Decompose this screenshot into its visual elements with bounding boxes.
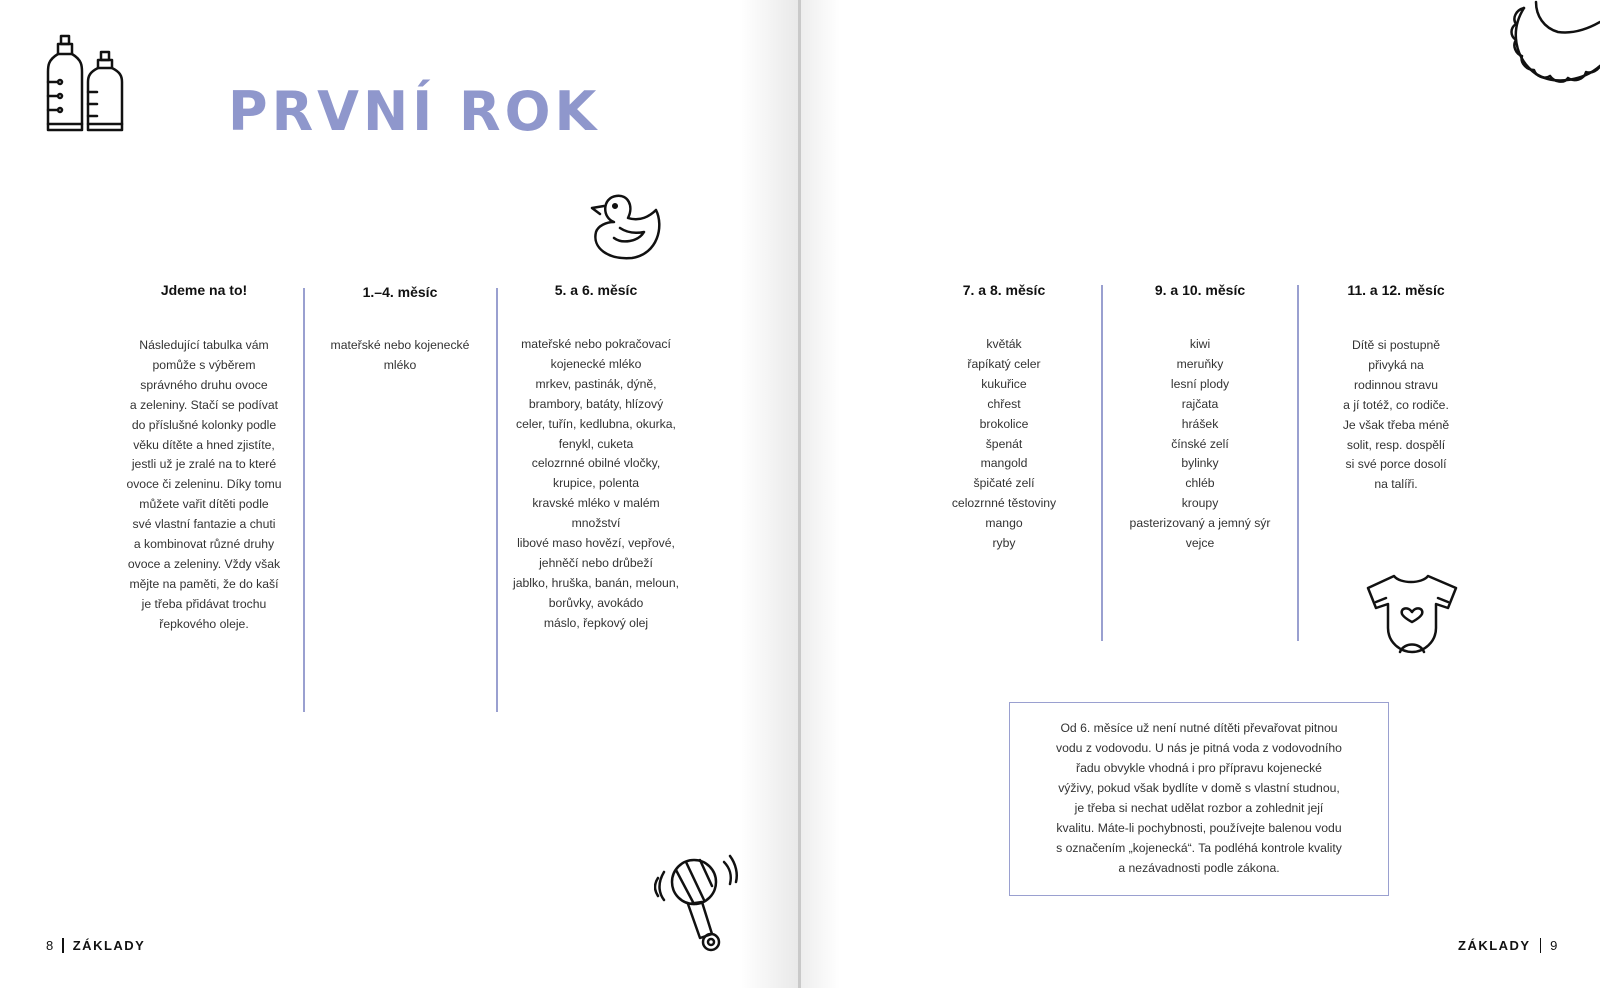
bib-icon <box>1506 0 1600 94</box>
page-number: 9 <box>1550 938 1558 953</box>
rattle-icon <box>654 852 740 952</box>
column-text: Dítě si postupně přivyká na rodinnou stravu a jí totéž, co rodiče. Je však třeba méně solit, resp. dospělí si své porce dosolí na talíři. <box>1342 338 1450 492</box>
page-title: PRVNÍ ROK <box>228 80 601 143</box>
footer-separator <box>62 938 64 953</box>
column-divider <box>303 288 305 712</box>
column-divider <box>496 288 498 712</box>
gutter-shadow-left <box>740 0 800 988</box>
water-info-text: Od 6. měsíce už není nutné dítěti převařovat pitnou vodu z vodovodu. U nás je pitná voda z vodovodního řadu obvykle vhodná i pro přípravu kojenecké výživy, pokud však bydlíte v domě s vlastní studnou, je třeba si nechat udělat rozbor a zohlednit její kvalitu. Máte-li pochybnosti, používejte balenou vodu s označením „kojenecká“. Ta podléhá kontrole kvality a nezávadnosti podle zákona. <box>1056 721 1342 875</box>
footer-separator <box>1540 938 1542 953</box>
column-heading: 1.–4. měsíc <box>362 284 438 300</box>
column-heading: 5. a 6. měsíc <box>554 282 638 298</box>
footer-left <box>46 938 145 953</box>
column-text: Následující tabulka vám pomůže s výběrem správného druhu ovoce a zeleniny. Stačí se podívat do příslušné kolonky podle věku dítěte a hned zjistíte, jestli už je zralé na to které ovoce či zeleninu. Díky tomu můžete vařit dítěti podle své vlastní fantazie a chuti a kombinovat různé druhy ovoce a zeleniny. Vždy však mějte na paměti, že do kaší je třeba přidávat trochu řepkového oleje. <box>126 338 282 631</box>
column-text: mateřské nebo kojenecké mléko <box>330 338 470 372</box>
column-divider <box>1297 285 1299 641</box>
book-gutter <box>798 0 801 988</box>
page-number: 8 <box>46 938 54 953</box>
gutter-shadow-right <box>800 0 840 988</box>
column-text: kiwi meruňky lesní plody rajčata hrášek čínské zelí bylinky chléb kroupy pasterizovaný a jemný sýr vejce <box>1129 337 1271 551</box>
footer-right <box>1458 938 1557 953</box>
column-heading: 7. a 8. měsíc <box>962 282 1046 298</box>
column-text: mateřské nebo pokračovací kojenecké mléko mrkev, pastinák, dýně, brambory, batáty, hlízový celer, tuřín, kedlubna, okurka, fenykl, cuketa celozrnné obilné vločky, krupice, polenta kravské mléko v malém množství libové maso hovězí, vepřové, jehněčí nebo drůbeží jablko, hruška, banán, meloun, borůvky, avokádo máslo, řepkový olej <box>513 337 679 630</box>
column-heading: 11. a 12. měsíc <box>1347 282 1445 298</box>
section-name: ZÁKLADY <box>72 938 146 953</box>
column-heading: 9. a 10. měsíc <box>1154 282 1246 298</box>
column-text: květák řapíkatý celer kukuřice chřest brokolice špenát mangold špičaté zelí celozrnné těstoviny mango ryby <box>951 337 1057 551</box>
rubber-duck-icon <box>584 192 664 262</box>
water-info-box <box>1009 702 1389 896</box>
onesie-icon <box>1364 572 1460 658</box>
column-heading: Jdeme na to! <box>160 282 248 298</box>
baby-bottles-icon <box>44 34 130 136</box>
column-divider <box>1101 285 1103 641</box>
section-name: ZÁKLADY <box>1458 938 1531 953</box>
